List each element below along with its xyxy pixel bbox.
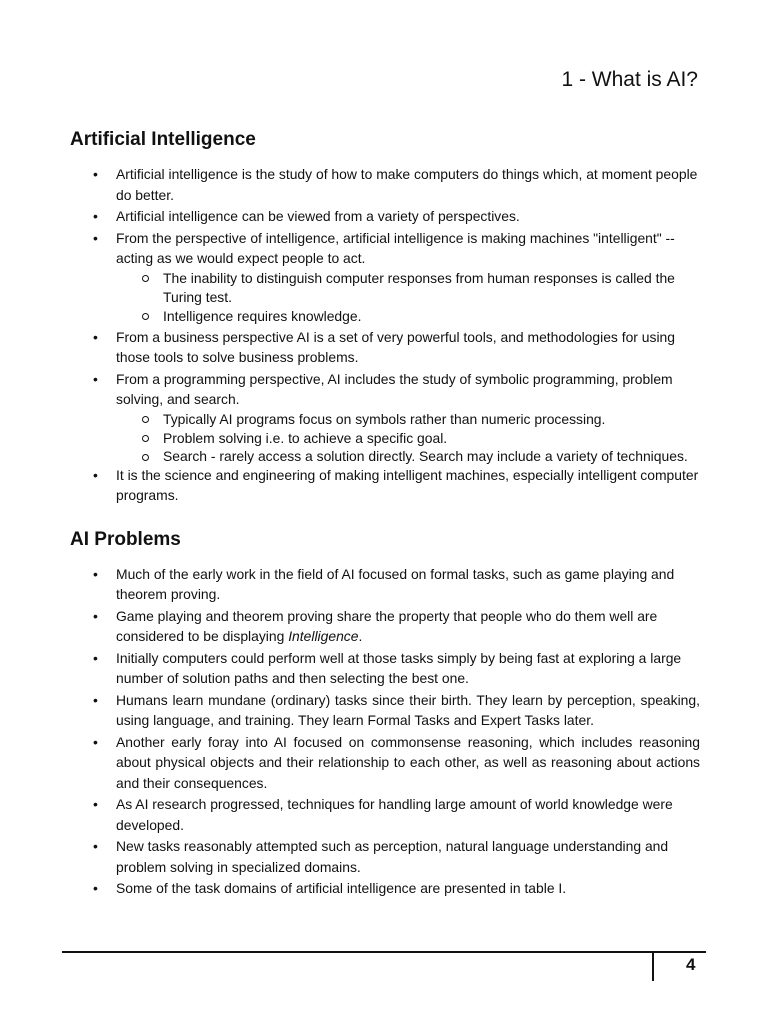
section-heading-ai-problems: AI Problems (70, 528, 181, 550)
list-item-text: From a programming perspective, AI includes the study of symbolic programming, problem solving, and search. (116, 370, 673, 407)
section-heading-artificial-intelligence: Artificial Intelligence (70, 129, 256, 150)
list-item: • As AI research progressed, techniques for handling large amount of world knowledge were developed. (70, 794, 700, 835)
list-item: • Another early foray into AI focused on commonsense reasoning, which includes reasoning about physical objects and their relationship to each other, as well as reasoning about actions and their consequences. (70, 732, 700, 794)
section2-list (70, 564, 700, 899)
footer-rule (62, 951, 706, 953)
list-item: • Initially computers could perform well at those tasks simply by being fast at exploring a large number of solution paths and then selecting the best one. (70, 648, 700, 689)
sub-list-item: Search - rarely access a solution directly. Search may include a variety of techniques. (116, 448, 700, 464)
italic-term: Intelligence (288, 628, 359, 644)
list-item: • Artificial intelligence is the study of how to make computers do things which, at moment people do better. (70, 164, 700, 205)
section1-list (70, 164, 700, 506)
list-item: • New tasks reasonably attempted such as perception, natural language understanding and problem solving in specialized domains. (70, 836, 700, 877)
chapter-title: 1 - What is AI? (561, 68, 698, 91)
list-item: • Much of the early work in the field of AI focused on formal tasks, such as game playing and theorem proving. (70, 564, 700, 605)
list-item (70, 228, 700, 326)
page-content (70, 126, 700, 900)
list-item-text: From the perspective of intelligence, artificial intelligence is making machines "intelligent" -- acting as we would expect people to act. (116, 229, 675, 266)
sub-list-item: Intelligence requires knowledge. (116, 307, 700, 326)
list-item (70, 606, 700, 647)
sub-list (116, 410, 700, 464)
sub-list-item: Problem solving i.e. to achieve a specific goal. (116, 429, 700, 448)
page-number: 4 (686, 955, 696, 974)
list-item: • From a business perspective AI is a set of very powerful tools, and methodologies for using those tools to solve business problems. (70, 327, 700, 368)
list-item: • Artificial intelligence can be viewed from a variety of perspectives. (70, 206, 700, 227)
sub-list-item: Typically AI programs focus on symbols rather than numeric processing. (116, 410, 700, 429)
list-item-text: Game playing and theorem proving share the property that people who do them well are considered to be displaying (116, 607, 658, 644)
list-item: • Some of the task domains of artificial intelligence are presented in table I. (70, 878, 700, 899)
sub-list-item: The inability to distinguish computer responses from human responses is called the Turing test. (116, 269, 700, 307)
footer-divider (652, 953, 654, 981)
list-item-text-end: . (358, 628, 363, 644)
list-item: • Humans learn mundane (ordinary) tasks since their birth. They learn by perception, speaking, using language, and training. They learn Formal Tasks and Expert Tasks later. (70, 690, 700, 731)
list-item (70, 369, 700, 464)
list-item: • It is the science and engineering of making intelligent machines, especially intelligent computer programs. (70, 465, 700, 506)
sub-list (116, 269, 700, 326)
